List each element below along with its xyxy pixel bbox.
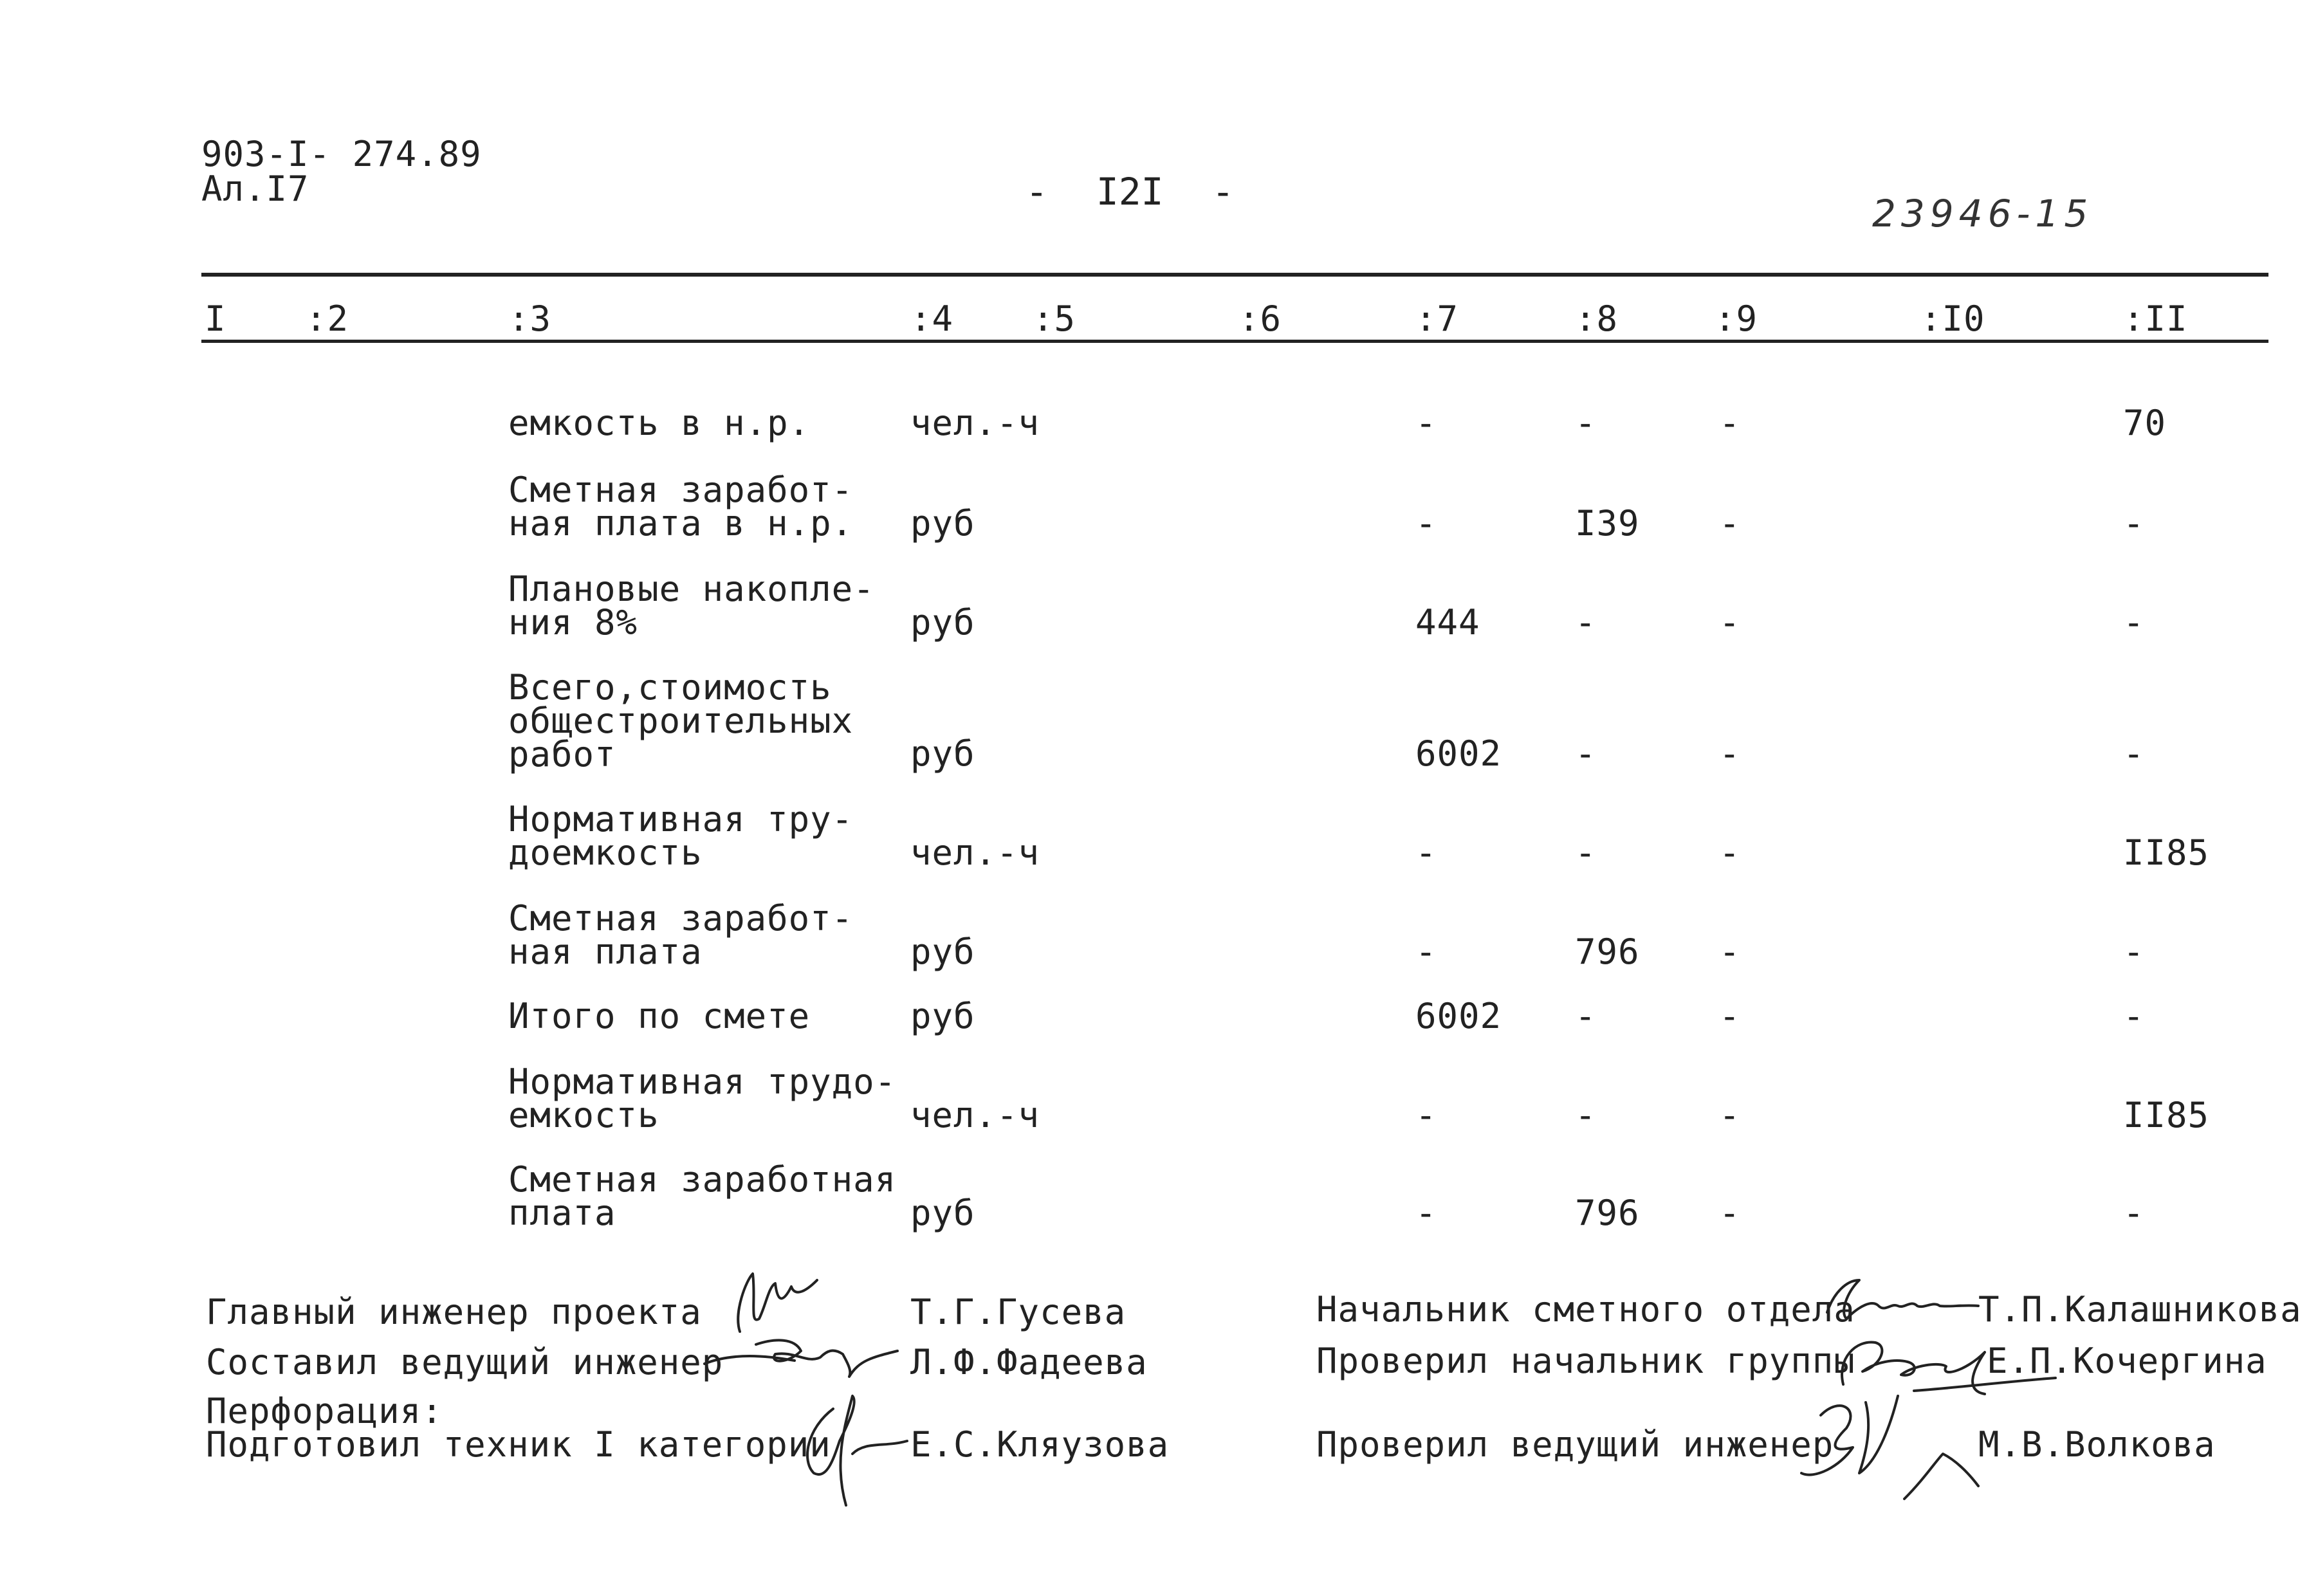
row-8-col11: II85 xyxy=(2123,1095,2210,1135)
row-7-unit: руб xyxy=(910,996,975,1036)
top-rule xyxy=(201,273,2268,277)
sig-right-person-3: М.В.Волкова xyxy=(1978,1424,2216,1465)
col-header-7: :7 xyxy=(1415,298,1459,339)
row-5-col9: - xyxy=(1719,832,1741,873)
row-3-col7: 444 xyxy=(1415,602,1480,643)
row-2-col11: - xyxy=(2123,503,2145,544)
signature-fadeeva xyxy=(698,1325,904,1383)
sig-right-person-1: Т.П.Калашникова xyxy=(1978,1289,2302,1330)
sheet-label: Ал.I7 xyxy=(201,169,309,209)
row-1-col7: - xyxy=(1415,403,1437,443)
row-6-col9: - xyxy=(1719,931,1741,972)
sig-left-person-1: Т.Г.Гусева xyxy=(910,1292,1127,1332)
col-header-6: :6 xyxy=(1238,298,1282,339)
sig-right-role-1: Начальник сметного отдела xyxy=(1316,1289,1855,1330)
document-code: 903-I- 274.89 xyxy=(201,134,482,174)
row-6-col8: 796 xyxy=(1575,931,1640,972)
row-7-col11: - xyxy=(2123,996,2145,1036)
row-7-name: Итого по смете xyxy=(508,996,811,1036)
row-4-col8: - xyxy=(1575,733,1597,774)
row-4-col11: - xyxy=(2123,733,2145,774)
row-3-unit: руб xyxy=(910,602,975,643)
col-header-3: :3 xyxy=(508,298,552,339)
col-header-2: :2 xyxy=(306,298,349,339)
row-2-col8: I39 xyxy=(1575,503,1640,544)
row-3-col11: - xyxy=(2123,602,2145,643)
row-1-col9: - xyxy=(1719,403,1741,443)
row-6-name: Сметная заработ- ная плата xyxy=(508,898,854,972)
handwritten-number: 23946-15 xyxy=(1872,192,2093,235)
row-8-name: Нормативная трудо- емкость xyxy=(508,1061,897,1135)
sig-right-person-2: Е.П.Кочергина xyxy=(1987,1341,2267,1381)
row-4-col7: 6002 xyxy=(1415,733,1502,774)
col-header-11: :II xyxy=(2123,298,2188,339)
row-5-unit: чел.-ч xyxy=(910,832,1040,873)
row-1-name: емкость в н.р. xyxy=(508,403,811,443)
row-3-col8: - xyxy=(1575,602,1597,643)
sig-right-role-3: Проверил ведущий инженер xyxy=(1316,1424,1834,1465)
sig-left-role-3: Перфорация: xyxy=(206,1391,443,1431)
col-header-9: :9 xyxy=(1715,298,1758,339)
signature-klyauzova xyxy=(795,1390,910,1512)
row-1-unit: чел.-ч xyxy=(910,403,1040,443)
row-6-col11: - xyxy=(2123,931,2145,972)
row-7-col7: 6002 xyxy=(1415,996,1502,1036)
row-8-unit: чел.-ч xyxy=(910,1095,1040,1135)
row-4-name: Всего,стоимость общестроительных работ xyxy=(508,667,854,775)
row-2-col7: - xyxy=(1415,503,1437,544)
header-bottom-rule xyxy=(201,340,2268,343)
row-1-col11: 70 xyxy=(2123,403,2167,443)
col-header-10: :I0 xyxy=(1920,298,1985,339)
sig-left-role-4: Подготовил техник I категории xyxy=(206,1424,831,1465)
row-5-col11: II85 xyxy=(2123,832,2210,873)
sig-left-person-4: Е.С.Кляузова xyxy=(910,1424,1170,1465)
row-3-col9: - xyxy=(1719,602,1741,643)
row-5-name: Нормативная тру- доемкость xyxy=(508,799,854,873)
row-9-col8: 796 xyxy=(1575,1193,1640,1233)
signature-volkova xyxy=(1789,1383,1982,1505)
row-6-col7: - xyxy=(1415,931,1437,972)
col-header-4: :4 xyxy=(910,298,954,339)
row-9-name: Сметная заработная плата xyxy=(508,1159,897,1233)
row-4-unit: руб xyxy=(910,733,975,774)
row-9-col7: - xyxy=(1415,1193,1437,1233)
row-8-col8: - xyxy=(1575,1095,1597,1135)
row-6-unit: руб xyxy=(910,931,975,972)
row-9-col11: - xyxy=(2123,1193,2145,1233)
row-2-name: Сметная заработ- ная плата в н.р. xyxy=(508,470,854,544)
page-number: - I2I - xyxy=(1026,170,1235,214)
sig-right-role-2: Проверил начальник группы xyxy=(1316,1341,1855,1381)
sig-left-person-2: Л.Ф.Фадеева xyxy=(910,1342,1148,1382)
row-7-col8: - xyxy=(1575,996,1597,1036)
row-2-col9: - xyxy=(1719,503,1741,544)
col-header-5: :5 xyxy=(1033,298,1076,339)
row-9-col9: - xyxy=(1719,1193,1741,1233)
sig-left-role-1: Главный инженер проекта xyxy=(206,1292,702,1332)
row-8-col9: - xyxy=(1719,1095,1741,1135)
row-5-col8: - xyxy=(1575,832,1597,873)
col-header-1: I xyxy=(205,298,226,339)
col-header-8: :8 xyxy=(1575,298,1619,339)
row-7-col9: - xyxy=(1719,996,1741,1036)
row-2-unit: руб xyxy=(910,503,975,544)
row-3-name: Плановые накопле- ния 8% xyxy=(508,569,875,643)
row-9-unit: руб xyxy=(910,1193,975,1233)
row-1-col8: - xyxy=(1575,403,1597,443)
row-5-col7: - xyxy=(1415,832,1437,873)
sig-left-role-2: Составил ведущий инженер xyxy=(206,1342,724,1382)
row-4-col9: - xyxy=(1719,733,1741,774)
row-8-col7: - xyxy=(1415,1095,1437,1135)
